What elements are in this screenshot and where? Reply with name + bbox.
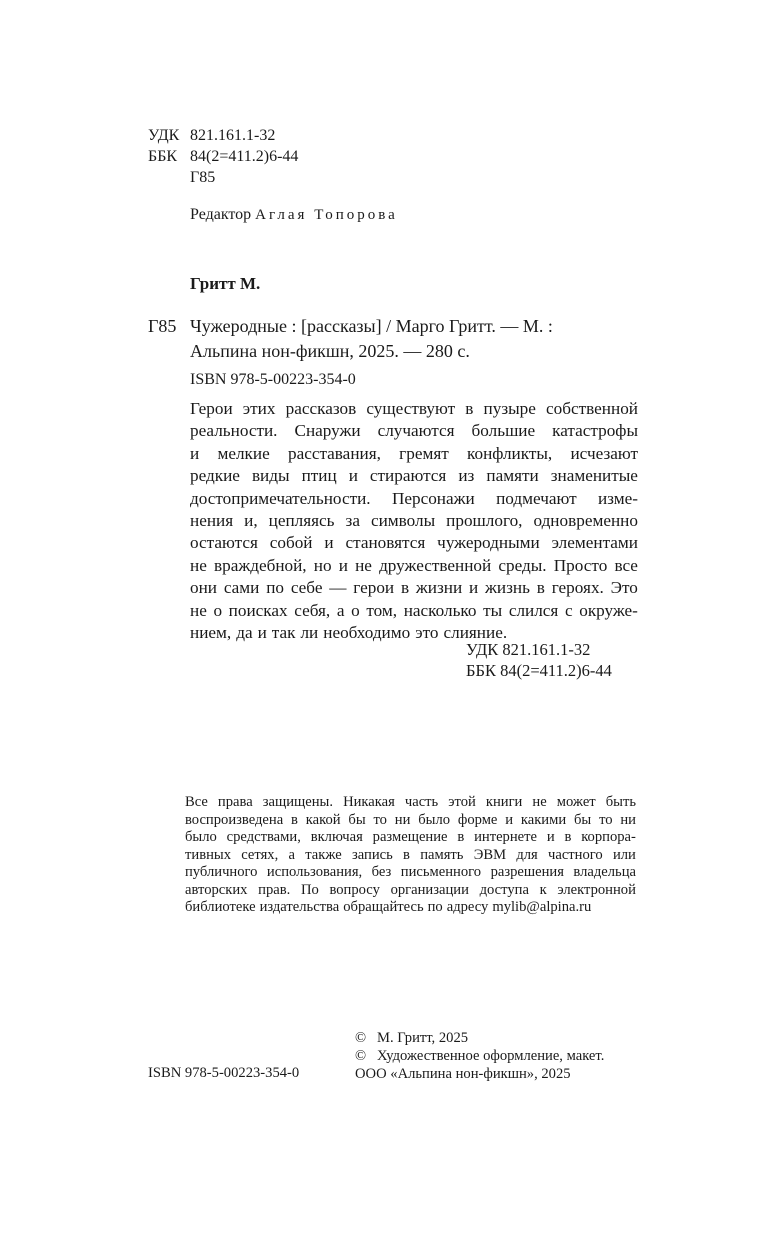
bbk-code: ББК 84(2=411.2)6-44 [466,661,612,680]
annotation-line: реальности. Снаружи случаются большие катастрофы [190,421,638,441]
udk-value: 821.161.1-32 [190,127,276,144]
rights-line: библиотеке издательства обращайтесь по адресу mylib@alpina.ru [185,899,592,915]
annotation-line: они сами по себе — герои в жизни и жизнь в героях. Это [190,578,638,598]
biblio-isbn: ISBN 978-5-00223-354-0 [190,371,356,388]
rights-line: воспроизведена в какой бы то ни было форме и какими бы то ни [185,811,636,828]
annotation-line: Герои этих рассказов существуют в пузыре собственной [190,399,638,418]
annotation-line: не о поисках себя, а о том, насколько ты слился с окруже- [190,600,638,620]
annotation-line: достопримечательности. Персонажи подмечают изме- [190,488,638,508]
editor-role: Редактор [190,206,252,223]
biblio-line-2: Альпина нон-фикшн, 2025. — 280 с. [190,341,470,361]
copyright-text-2: Художественное оформление, макет. [377,1048,605,1064]
copyright-line-2 [355,1047,604,1066]
annotation-line: остаются собой и становятся чужеродными элементами [190,533,638,553]
udk-row [148,126,275,146]
annotation [190,398,638,644]
bbk-value: 84(2=411.2)6-44 [190,148,299,165]
bottom-isbn: ISBN 978-5-00223-354-0 [148,1065,300,1081]
annotation-line: не враждебной, но и не дружественной среды. Просто все [190,555,638,575]
rights-line: было средствами, включая размещение в интернете и в корпора- [185,829,636,845]
annotation-line: и мелкие расставания, гремят конфликты, исчезают [190,443,638,463]
annotation-line: редкие виды птиц и стираются из памяти знаменитые [190,466,638,486]
editor-name: Аглая Топорова [255,207,398,223]
editor-line [190,206,398,224]
rights-line: Все права защищены. Никакая часть этой книги не может быть [185,794,636,810]
author-mark: Г85 [190,169,216,186]
biblio-line-1: Чужеродные : [рассказы] / Марго Гритт. — М. : [190,316,553,336]
copyright-text-1: М. Гритт, 2025 [377,1030,469,1046]
rights-line: публичного использования, без письменного разрешения владельца [185,864,636,880]
rights-line: авторских прав. По вопросу организации доступа к электронной [185,881,636,898]
author-heading: Гритт М. [190,274,261,293]
udk-code: УДК 821.161.1-32 [466,640,591,659]
biblio-mark: Г85 [148,316,177,336]
rights-line: тивных сетях, а также запись в память ЭВМ для частного или [185,846,636,863]
bbk-label: ББК [148,148,178,165]
udk-label: УДК [148,127,180,144]
copyright-symbol: © [355,1030,367,1046]
annotation-line: нием, да и так ли необходимо это слияние. [190,623,508,643]
copyright-line-3: ООО «Альпина нон-фикшн», 2025 [355,1066,571,1082]
rights-notice [185,794,636,917]
annotation-line: нения и, цепляясь за символы прошлого, одновременно [190,511,638,531]
copyright-symbol: © [355,1048,367,1064]
copyright-line-1 [355,1029,468,1048]
bbk-row [148,147,298,167]
